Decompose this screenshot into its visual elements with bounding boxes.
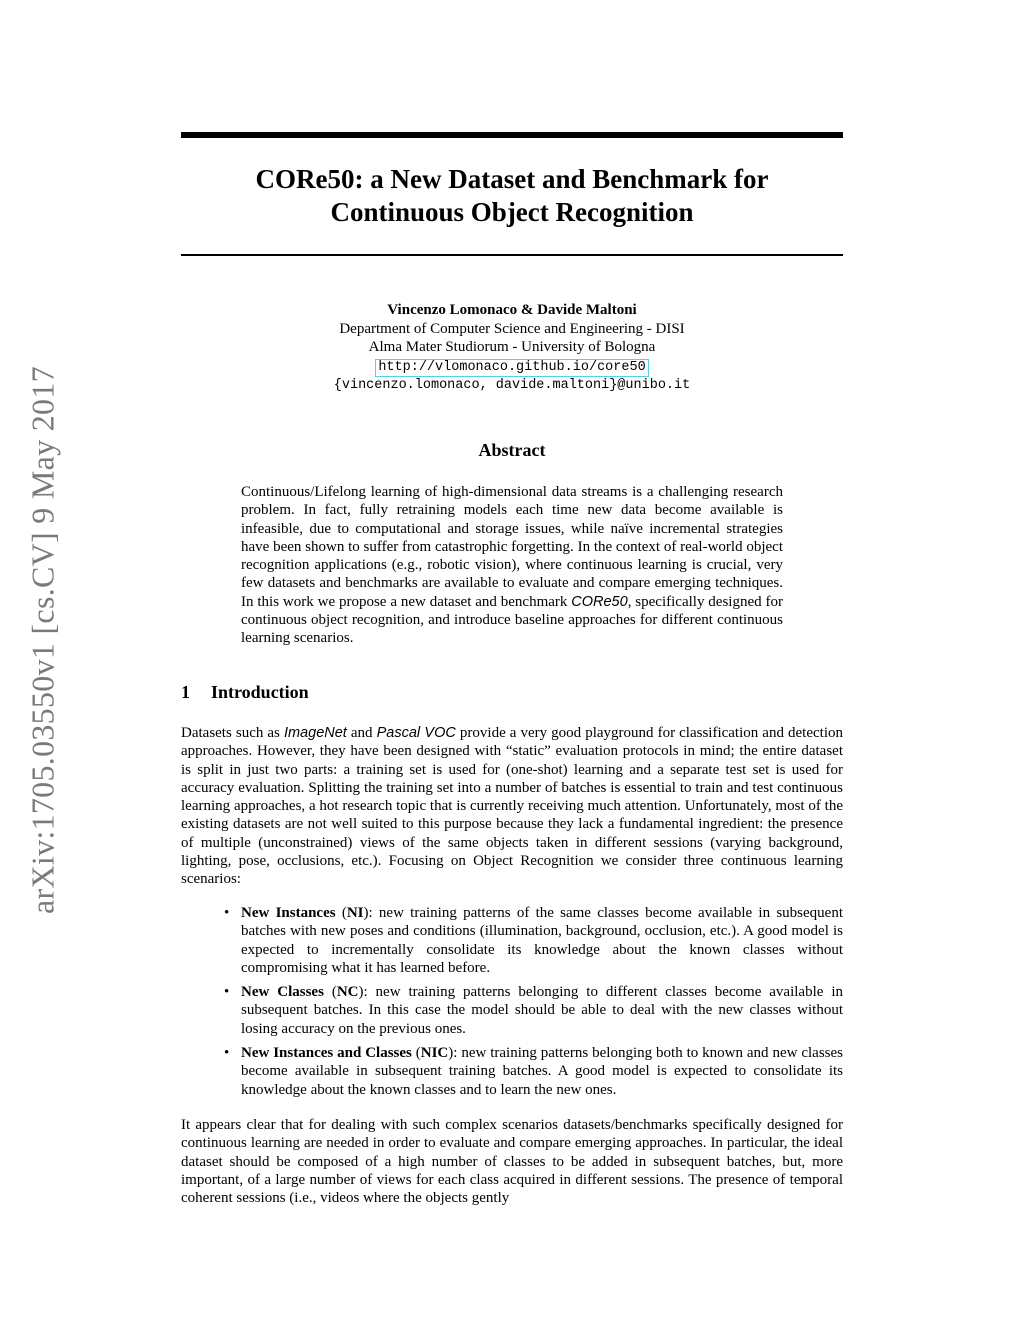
bullet-text: ): new training patterns belonging to different classes become available in subsequent batches. In this case the model should be able to deal with the new classes without losing accuracy on the previous ones.: [241, 984, 843, 1037]
title-rule-top: [181, 132, 843, 138]
bullet-term: New Instances and Classes: [241, 1045, 412, 1062]
scenario-list: [241, 904, 843, 1105]
section-number: 1: [181, 682, 190, 702]
p1-pascal-voc: Pascal VOC: [376, 725, 456, 741]
abstract-heading: Abstract: [478, 440, 546, 460]
author-emails: {vincenzo.lomonaco, davide.maltoni}@unibo.it: [333, 377, 691, 393]
list-item: • New Classes (NC): new training patterns belonging to different classes become available in subsequent batches. In this case the model should be able to deal with the new classes without losing accuracy on the previous ones.: [241, 983, 843, 1038]
bullet-abbr: NI: [346, 905, 364, 921]
title-rule-bottom: [181, 254, 843, 256]
p1-imagenet: ImageNet: [283, 725, 347, 741]
bullet-text: ): new training patterns of the same classes become available in subsequent batches with new poses and conditions (illumination, background, occlusion, etc.). A good model is expected to incrementally consolidate its knowledge about the known classes without compromising what it has learned before.: [241, 905, 843, 976]
section-title: Introduction: [211, 682, 309, 702]
project-url-link[interactable]: http://vlomonaco.github.io/core50: [375, 359, 648, 377]
arxiv-stamp: arXiv:1705.03550v1 [cs.CV] 9 May 2017: [24, 366, 61, 914]
author-block: [181, 301, 843, 395]
affiliation-department: Department of Computer Science and Engineering - DISI: [339, 320, 685, 337]
list-item: • New Instances and Classes (NIC): new training patterns belonging both to known and new classes become available in subsequent training batches. A good model is expected to consolidate its knowledge about the known classes and to learn the new ones.: [241, 1044, 843, 1099]
paper-title: [181, 163, 843, 229]
abstract-text: [241, 483, 783, 648]
intro-paragraph-2: It appears clear that for dealing with such complex scenarios datasets/benchmarks specifically designed for continuous learning are needed in order to evaluate and compare emerging approaches. In particular, the ideal dataset should be composed of a high number of classes to be added in subsequent batches, but, more important, of a large number of views for each class acquired in different sessions. The presence of temporal coherent sessions (i.e., videos where the objects gently: [181, 1117, 843, 1207]
p1-and: and: [346, 725, 377, 741]
intro-paragraph-1: [181, 724, 843, 889]
bullet-abbr: NIC: [420, 1045, 449, 1062]
p1-text-b: provide a very good playground for classification and detection approaches. However, they have been designed with “static” evaluation protocols in mind; the entire dataset is split in just two parts: a training set is used for (one-shot) learning and a separate test set is used for accuracy evaluation. Splitting the training set into a number of batches is essential to train and test continuous learning approaches, a hot research topic that is currently receiving much attention. Unfortunately, most of the existing datasets are not well suited to this purpose because they lack a fundamental ingredient: the presence of multiple (unconstrained) views of the same objects taken in different sessions (varying background, lighting, pose, occlusions, etc.). Focusing on Object Recognition we consider three continuous learning scenarios:: [181, 725, 843, 888]
abstract-part-b: , specifically designed for continuous object recognition, and introduce baseline approaches for different continuous learning scenarios.: [241, 593, 783, 647]
bullet-text: ): new training patterns belonging both to known and new classes become available in subsequent training batches. A good model is expected to consolidate its knowledge about the known classes and to learn the new ones.: [241, 1045, 843, 1098]
list-item: • New Instances (NI): new training patterns of the same classes become available in subsequent batches with new poses and conditions (illumination, background, occlusion, etc.). A good model is expected to incrementally consolidate its knowledge about the known classes without compromising what it has learned before.: [241, 904, 843, 977]
affiliation-university: Alma Mater Studiorum - University of Bologna: [368, 339, 656, 355]
author-names: Vincenzo Lomonaco & Davide Maltoni: [387, 302, 637, 318]
bullet-abbr: NC: [336, 984, 359, 1001]
bullet-term: New Instances: [241, 905, 336, 921]
abstract-dataset-name: CORe50: [571, 593, 628, 610]
title-line-1: CORe50: a New Dataset and Benchmark for: [255, 164, 769, 194]
p1-text-a: Datasets such as: [181, 725, 284, 741]
abstract-part-a: Continuous/Lifelong learning of high-dimensional data streams is a challenging research problem. In fact, fully retraining models each time new data become available is infeasible, due to computational and storage issues, while naïve incremental strategies have been shown to suffer from catastrophic forgetting. In the context of real-world object recognition applications (e.g., robotic vision), where continuous learning is crucial, very few datasets and benchmarks are available to evaluate and compare emerging techniques. In this work we propose a new dataset and benchmark: [241, 484, 783, 610]
section-heading-introduction: [181, 682, 309, 703]
title-line-2: Continuous Object Recognition: [330, 197, 694, 227]
bullet-term: New Classes: [241, 984, 324, 1001]
